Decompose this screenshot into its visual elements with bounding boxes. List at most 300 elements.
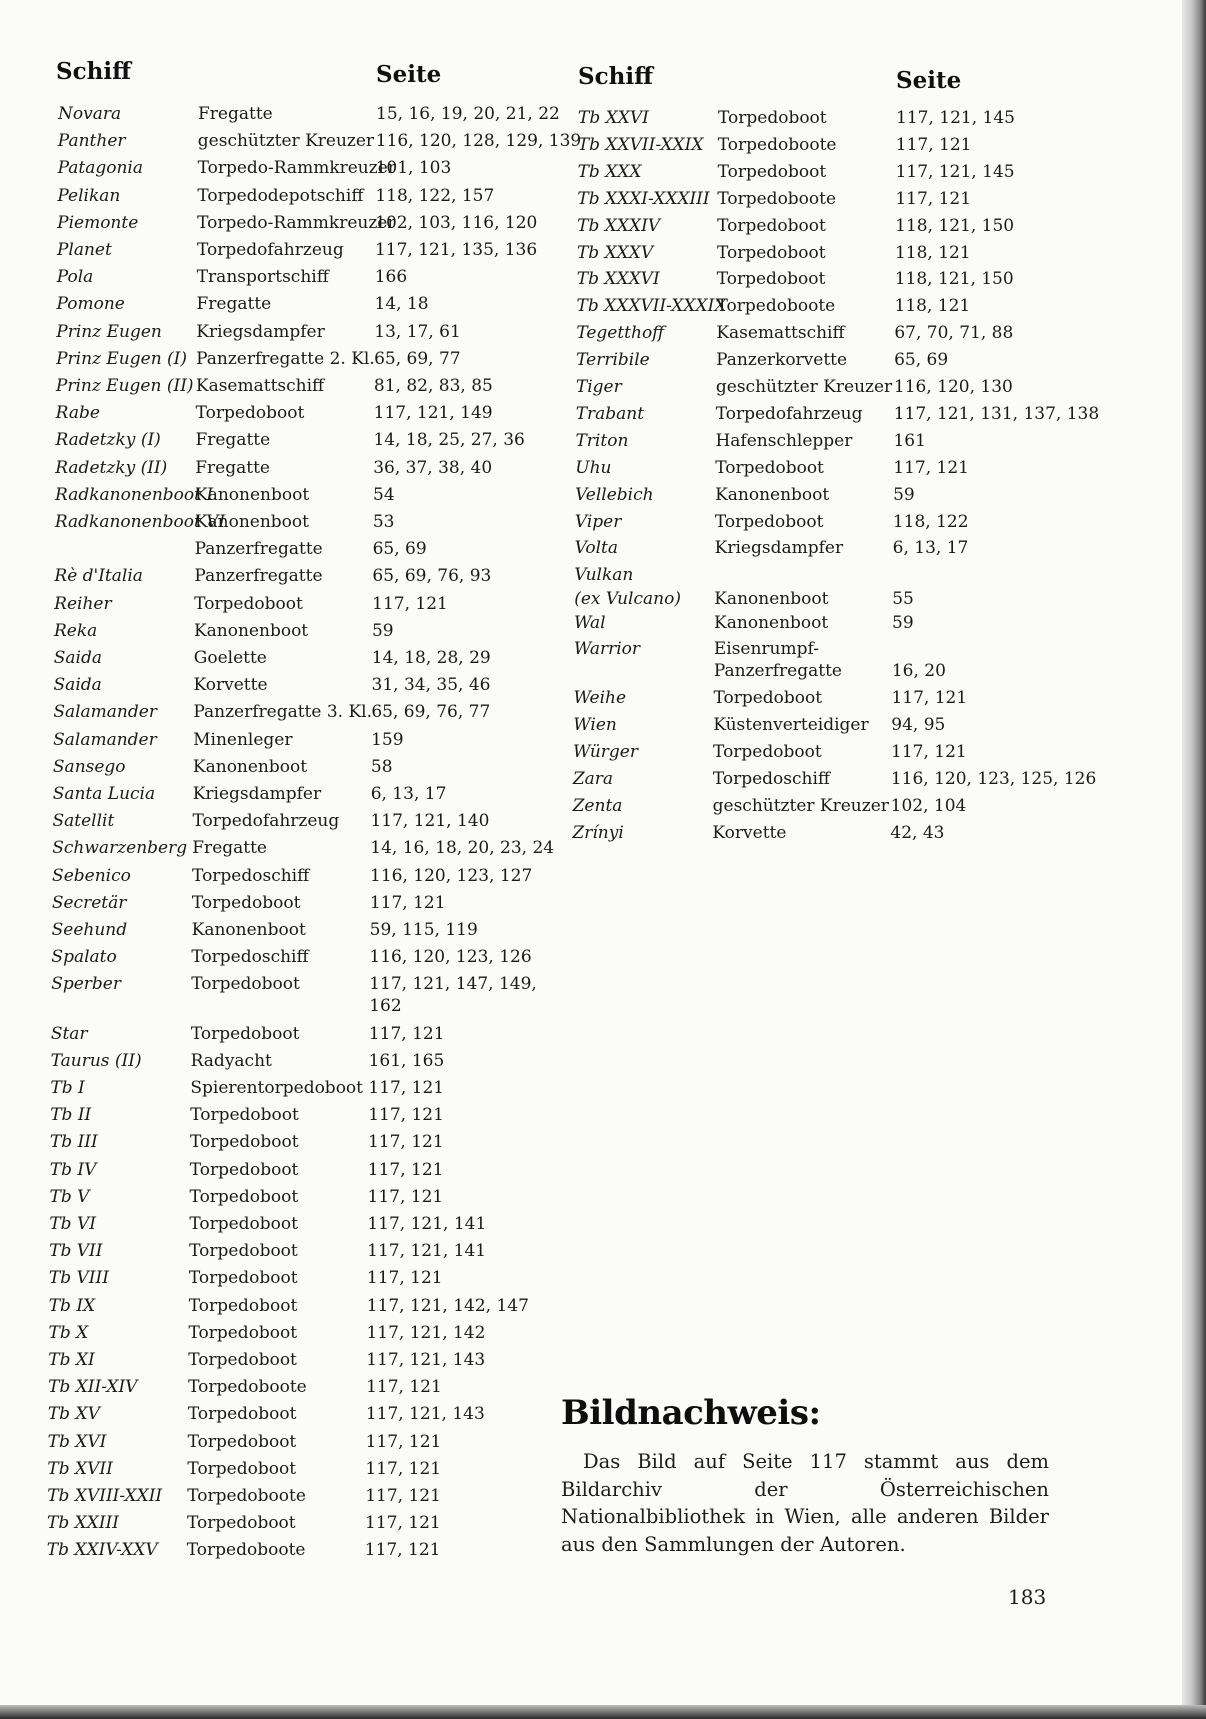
ship-name: (ex Vulcano) [574,589,681,610]
ship-type: Torpedofahrzeug [715,403,863,424]
index-row [57,267,537,291]
page-edge-bottom [0,1705,1206,1719]
index-row [573,715,1053,739]
index-row [577,269,1057,293]
ship-name: Sansego [52,756,126,777]
ship-type: Korvette [712,822,787,843]
index-row [575,458,1055,482]
ship-type: Kriegsdampfer [192,784,322,804]
page-references: 118, 122 [892,511,969,532]
page-references: 116, 120, 123, 126 [369,947,532,968]
index-row [51,1024,531,1048]
page-references: 118, 121 [894,242,971,263]
ship-type: Eisenrumpf- [713,639,819,660]
ship-name: Wal [574,613,606,634]
index-row [54,621,534,645]
ship-type: Panzerfregatte [194,566,323,587]
ship-name: Zara [572,768,614,789]
ship-name: Tb XI [48,1350,95,1370]
page-references: 117, 121 [368,1078,445,1098]
ship-type: Torpedoboot [189,1214,298,1234]
ship-name: Sebenico [52,865,131,886]
page-references: 94, 95 [891,715,946,736]
left-header-ship: Schiff [56,58,131,85]
ship-name: Novara [58,104,122,124]
ship-type: Küstenverteidiger [713,715,869,736]
page-references: 118, 121, 150 [894,269,1014,290]
ship-name: Tb XXXV [576,242,654,263]
ship-type: Torpedoboot [188,1322,298,1343]
index-row [51,947,531,971]
ship-type: Kanonenboot [194,512,309,532]
page-references-continued: 162 [369,996,402,1017]
page-references: 161 [893,430,926,451]
page-references: 117, 121, 140 [370,811,490,832]
index-row [50,1187,530,1211]
page-references: 117, 121, 143 [365,1404,485,1425]
page-references: 116, 120, 128, 129, 139 [375,131,582,152]
page-references: 117, 121 [365,1458,442,1479]
ship-name: Tb XXVI [578,108,649,128]
ship-type: Kasemattschiff [195,376,325,396]
ship-name: Tb V [49,1186,90,1207]
ship-type: Torpedodepotschiff [197,185,364,206]
index-row [48,1350,528,1374]
index-row [55,430,535,454]
page-references: 117, 121, 141 [367,1241,487,1262]
ship-type: Fregatte [198,104,273,124]
page-references: 65, 69, 76, 77 [371,702,491,723]
page-references: 6, 13, 17 [370,784,447,804]
ship-name: Tb III [49,1132,98,1153]
ship-type: Torpedoboot [189,1241,298,1262]
index-row [53,757,533,781]
ship-name: Radkanonenboot VI [54,512,226,532]
page-references: 65, 69 [894,350,949,371]
ship-type: Spierentorpedoboot [190,1078,363,1098]
page-references: 117, 121, 141 [367,1214,487,1234]
index-row [55,485,535,509]
ship-name: Santa Lucia [52,784,156,804]
index-row [57,131,582,155]
page-references: 81, 82, 83, 85 [373,376,493,396]
page-references: 117, 121 [893,457,969,478]
ship-name: Satellit [52,811,115,832]
ship-type: Torpedoboot [191,892,301,913]
page-references: 55 [892,589,914,610]
page-references: 102, 104 [890,795,967,816]
index-row [52,920,532,944]
index-row [578,135,1058,159]
page-references: 15, 16, 19, 20, 21, 22 [376,104,560,124]
index-row [577,216,1057,240]
index-row [48,1377,528,1401]
ship-type: Goelette [193,648,267,668]
page-references: 102, 103, 116, 120 [375,212,538,233]
page-references: 14, 18 [374,294,429,315]
ship-name: Tb XXXI-XXXIII [577,188,710,209]
index-row [572,823,1052,847]
page-references: 117, 121 [368,1023,445,1044]
ship-type: Torpedoboot [191,974,300,995]
ship-name: Tb X [48,1322,89,1343]
page-references: 14, 16, 18, 20, 23, 24 [370,838,555,859]
page-references: 117, 121 [366,1268,443,1289]
ship-type: Torpedoschiff [192,865,310,886]
index-row [52,838,555,862]
page-references: 117, 121, 145 [896,108,1015,128]
ship-name: Tb XXIV-XXV [46,1540,158,1561]
ship-type: Torpedoboot [195,403,305,424]
ship-name: Star [50,1023,88,1044]
index-row [53,730,533,754]
page-references: 59, 115, 119 [369,920,478,940]
ship-name: Radetzky (II) [55,457,168,478]
ship-name: Tb XXXIV [577,215,661,236]
page-references: 42, 43 [890,822,945,843]
ship-name: Tb II [50,1105,92,1126]
index-row [48,1404,528,1428]
ship-name: Pelikan [57,185,121,206]
index-row [55,539,535,563]
ship-name: Volta [574,538,618,559]
index-row [47,1459,527,1483]
ship-name: Prinz Eugen (II) [55,376,194,396]
right-header-ship: Schiff [578,63,653,90]
index-row [48,1323,528,1347]
ship-type: Radyacht [190,1050,272,1071]
index-row [50,1078,530,1102]
ship-name: Patagonia [57,158,143,179]
ship-type: Panzerkorvette [716,350,848,371]
ship-type: geschützter Kreuzer [715,377,893,397]
ship-name: Tb XXXVII-XXXIX [576,296,727,317]
ship-name: Weihe [573,688,627,709]
index-row [57,186,537,210]
ship-type: Torpedoboote [186,1540,306,1561]
index-row [49,1296,529,1320]
index-row [577,189,1057,213]
index-row [577,243,1057,267]
ship-name: Tb VII [49,1241,103,1262]
index-row [577,296,1057,320]
ship-name: Rabe [55,403,100,424]
page-number: 183 [1008,1585,1047,1609]
page-references: 59 [892,613,914,634]
page-references: 117, 121 [367,1186,444,1207]
page-references: 117, 121 [364,1540,441,1561]
ship-name: Reka [53,620,98,641]
ship-name: Tiger [575,377,622,397]
ship-type: Torpedoboot [717,215,826,236]
ship-type: Minenleger [193,729,293,750]
ship-name: Tb XXX [577,161,642,182]
index-row [54,566,534,590]
ship-name: Tb XV [47,1404,100,1425]
page-references: 117, 121 [895,134,972,155]
ship-name: Spalato [51,947,117,968]
ship-name: Wien [573,715,617,736]
index-row [52,893,532,917]
page-references: 117, 121, 142 [366,1322,486,1343]
ship-name: Tb XVII [47,1458,113,1479]
index-row [50,1132,530,1156]
ship-name: Salamander [53,702,157,723]
ship-type: Torpedoboot [190,1105,299,1126]
ship-type: Transportschiff [196,267,329,288]
index-row [57,213,537,237]
ship-name: Saida [53,675,102,696]
ship-type: Torpedoboot [190,1023,300,1044]
page-references: 65, 69, 77 [374,348,461,369]
ship-type: Torpedoboot [187,1513,296,1534]
page-references: 118, 121, 150 [895,215,1015,236]
page-references: 59 [893,484,915,505]
credits-text: Das Bild auf Seite 117 stammt aus dem Bildarchiv der Österreichischen Nationalbibliothek in Wien, alle anderen Bilder aus den Sammlungen der Autoren. [561,1450,1049,1556]
ship-type: geschützter Kreuzer [712,795,889,816]
page-references: 118, 121 [894,296,971,317]
ship-type: Torpedoboote [188,1377,307,1398]
index-row [573,796,1053,820]
ship-name: Reiher [54,593,112,614]
page-references: 117, 121, 131, 137, 138 [893,403,1100,424]
index-row [50,1160,530,1184]
ship-type: Torpedoboote [187,1486,306,1506]
index-row [49,1268,529,1292]
ship-type: Panzerfregatte 3. Kl. [193,702,373,723]
ship-name: Saida [53,648,102,668]
ship-name: Radkanonenboot I [55,484,214,505]
index-row [55,512,535,536]
ship-type: Torpedoboot [718,108,827,128]
index-row [575,538,1055,562]
index-row [573,742,1053,766]
page-references: 58 [370,756,393,777]
ship-type: Torpedoboot [187,1404,297,1425]
ship-name: Sperber [51,974,121,995]
ship-name: Tb XVIII-XXII [47,1486,163,1506]
index-row [52,866,532,890]
ship-type: Torpedoschiff [712,768,830,789]
ship-type: Fregatte [192,838,267,859]
ship-name: Panther [57,131,126,152]
right-header-pages: Seite [896,67,962,94]
ship-type: Torpedoboot [187,1431,297,1452]
ship-name: Tb XXVII-XXIX [577,134,704,155]
index-row [56,403,536,427]
ship-type: Torpedoboot [189,1159,299,1180]
ship-type: Kanonenboot [193,620,309,641]
index-row [576,377,1056,401]
index-row [51,974,537,1017]
ship-type: Kanonenboot [191,920,306,940]
ship-name: Salamander [53,729,157,750]
ship-type: Kanonenboot [714,589,829,610]
page-references: 53 [372,512,395,532]
ship-name: Trabant [575,403,645,424]
ship-type: Torpedoboote [717,134,837,155]
page-references: 117, 121 [369,892,446,913]
page-references: 166 [374,267,408,288]
ship-name: Triton [575,430,629,451]
index-row [47,1486,527,1510]
index-row [56,349,536,373]
index-row [58,158,538,182]
page-references: 67, 70, 71, 88 [894,323,1014,344]
ship-name: Planet [56,240,112,260]
ship-name: Taurus (II) [50,1050,142,1071]
ship-type: Fregatte [195,457,270,478]
credits-title: Bildnachweis: [561,1393,821,1433]
index-row [54,675,534,699]
index-row [572,768,1097,793]
ship-type: Torpedoboote [717,188,837,209]
ship-type: Panzerfregatte 2. Kl. [196,348,375,369]
index-row [49,1214,529,1238]
index-row [573,688,1053,712]
page-references: 117, 121, 147, 149, [369,974,537,995]
page-references: 117, 121 [368,1105,444,1126]
index-row [578,162,1058,186]
index-row [54,648,534,672]
ship-type: Torpedofahrzeug [192,811,340,832]
page-references: 14, 18, 25, 27, 36 [373,430,525,451]
ship-type: Torpedoboot [189,1186,299,1207]
ship-name: Tb XVI [47,1431,107,1452]
ship-name: Prinz Eugen (I) [56,348,188,369]
ship-name: Rè d'Italia [54,566,143,587]
ship-name: Tb XXXVI [576,269,660,290]
ship-type: Torpedoboot [194,593,303,614]
ship-name: Warrior [573,639,641,660]
ship-name: Tb VI [49,1214,96,1234]
page-references: 118, 122, 157 [375,185,495,206]
index-row [56,376,536,400]
ship-name: Tb I [50,1078,85,1098]
page-references: 117, 121, 149 [373,403,493,424]
page-references: 117, 121, 135, 136 [374,240,538,260]
ship-type: Korvette [193,675,268,696]
ship-name: Viper [574,511,622,532]
ship-type: Kanonenboot [715,484,830,505]
ship-type: Hafenschlepper [715,430,853,451]
page-edge-right [1182,0,1206,1719]
index-row [50,1105,530,1129]
index-row [55,458,535,482]
index-row [574,613,1054,637]
page-references: 54 [373,484,395,505]
ship-type: Torpedoboot [188,1268,298,1289]
index-row [54,594,534,618]
ship-name: Seehund [51,920,128,940]
ship-type-continued: Panzerfregatte [713,661,842,682]
ship-name: Vellebich [575,484,654,505]
ship-type: Kanonenboot [192,756,308,777]
ship-name: Vulkan [574,565,634,586]
index-row [57,294,537,318]
ship-name: Schwarzenberg [52,838,188,859]
ship-type: Torpedofahrzeug [196,240,344,260]
ship-name: Zrínyi [572,822,624,843]
index-row [48,1432,528,1456]
ship-name: Tb IX [48,1295,96,1316]
index-row [49,1241,529,1265]
index-row [56,322,536,346]
index-row [575,512,1055,536]
ship-type: Torpedoboot [188,1295,298,1316]
page-references: 117, 121 [372,593,448,614]
ship-type: Torpedoboot [713,742,822,762]
ship-type: Kanonenboot [714,613,829,634]
index-row [51,1051,531,1075]
ship-type: Torpedoboot [714,511,824,532]
page-references: 117, 121 [891,742,967,762]
ship-type: Torpedo-Rammkreuzer [197,212,396,233]
page-references: 65, 69, 76, 93 [372,566,492,587]
index-row [573,639,1054,682]
index-row [575,431,1055,455]
page-references: 117, 121 [367,1132,444,1153]
index-row [575,485,1055,509]
ship-type: geschützter Kreuzer [197,131,375,152]
page-references: 117, 121 [365,1513,441,1534]
page-references: 161, 165 [368,1050,445,1071]
ship-type: Kasemattschiff [716,323,845,344]
page-references: 117, 121, 142, 147 [366,1295,529,1316]
page-references: 36, 37, 38, 40 [373,457,493,478]
page-references-continued: 16, 20 [891,661,946,682]
page-references: 159 [371,729,404,750]
ship-name: Prinz Eugen [56,321,162,342]
page-references: 13, 17, 61 [374,321,461,342]
page-references: 117, 121, 143 [366,1350,486,1370]
index-row [57,240,537,264]
ship-type: Torpedoboot [717,161,827,182]
page-references: 117, 121 [891,688,968,709]
ship-name: Secretär [51,892,127,913]
index-row [578,108,1058,132]
page-references: 101, 103 [375,158,452,179]
ship-type: Torpedoboote [716,296,836,317]
ship-type: Panzerfregatte [194,539,323,560]
page-references: 6, 13, 17 [892,538,969,559]
ship-name: Tegetthoff [576,323,665,344]
ship-name: Tb XXIII [47,1513,119,1534]
ship-name: Tb VIII [48,1268,109,1289]
ship-name: Tb IV [49,1159,97,1180]
index-row [574,589,1054,613]
ship-name: Piemonte [57,212,139,233]
ship-type: Torpedoboot [713,688,823,709]
ship-type: Torpedoboot [187,1458,297,1479]
ship-type: Kriegsdampfer [714,538,844,559]
ship-type: Fregatte [196,294,272,315]
index-row [47,1540,527,1564]
ship-type: Torpedoboot [715,457,824,478]
page-references: 116, 120, 123, 127 [370,865,533,886]
page-references: 117, 121 [365,1431,442,1452]
index-row [574,565,1054,589]
page-references: 31, 34, 35, 46 [371,675,491,696]
ship-type: Fregatte [195,430,271,451]
ship-type: Kriegsdampfer [196,321,325,342]
ship-type: Torpedoboot [188,1350,297,1370]
page-references: 116, 120, 123, 125, 126 [890,768,1097,789]
page-references: 116, 120, 130 [893,377,1013,397]
index-row [576,350,1056,374]
ship-name: Pola [56,267,94,288]
index-row [576,323,1056,347]
